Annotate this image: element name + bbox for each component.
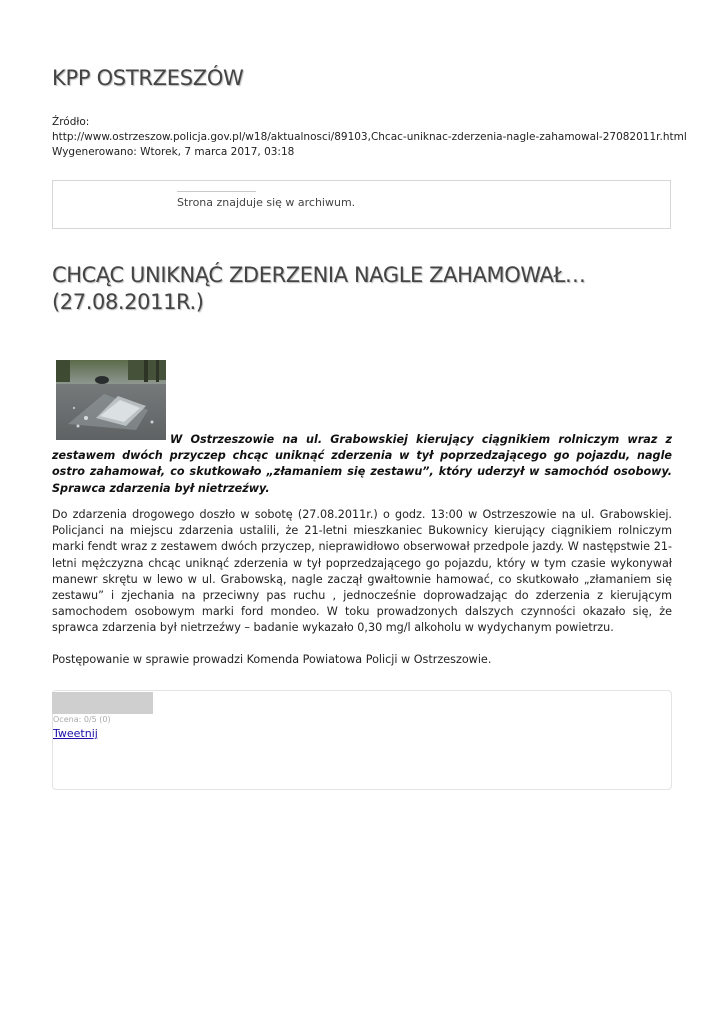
article-lead-text: W Ostrzeszowie na ul. Grabowskiej kierujący ciągnikiem rolniczym wraz z zestawem dwóch przyczep chcąc uniknąć zderzenia w tył poprzedzającego go pojazdu, nagle ostro zahamował, co skutkowało „złamaniem się zestawu”, który uderzył w samochód osobowy. Sprawca zdarzenia był nietrzeźwy.	[52, 433, 672, 495]
archive-divider	[177, 191, 256, 192]
rating-stars-bar[interactable]	[52, 692, 153, 714]
document-meta	[52, 115, 692, 160]
site-title: KPP OSTRZESZÓW	[52, 66, 244, 90]
article-title: CHCĄC UNIKNĄĆ ZDERZENIA NAGLE ZAHAMOWAŁ… (27.08.2011R.)	[52, 263, 586, 314]
tweet-link[interactable]: Tweetnij	[53, 727, 98, 740]
source-url: http://www.ostrzeszow.policja.gov.pl/w18/aktualnosci/89103,Chcac-uniknac-zderzenia-nagle-zahamowal-27082011r.html	[52, 131, 687, 143]
generated-date: Wygenerowano: Wtorek, 7 marca 2017, 03:18	[52, 146, 295, 158]
rating-label: Ocena: 0/5 (0)	[53, 715, 111, 724]
article-photo	[56, 360, 166, 440]
source-label: Źródło:	[52, 116, 90, 128]
archive-notice-box	[52, 180, 671, 229]
article-paragraph-2: Postępowanie w sprawie prowadzi Komenda Powiatowa Policji w Ostrzeszowie.	[52, 653, 492, 666]
archive-notice: Strona znajduje się w archiwum.	[177, 196, 356, 209]
article-paragraph-1: Do zdarzenia drogowego doszło w sobotę (27.08.2011r.) o godz. 13:00 w Ostrzeszowie na ul. Grabowskiej. Policjanci na miejscu zdarzenia ustalili, że 21-letni mieszkaniec Bukownicy kierujący ciągnikiem rolniczym marki fendt wraz z zestawem dwóch przyczep, nieprawidłowo obserwował przedpole jazdy. W następstwie 21-letni mężczyzna chcąc uniknąć zderzenia w tył poprzedzającego go pojazdu, który w tym czasie wykonywał manewr skrętu w lewo w ul. Grabowską, nagle zaczął gwałtownie hamować, co skutkowało „złamaniem się zestawu” i zjechania na przeciwny pas ruchu , jednocześnie doprowadzając do zderzenia z kierującym samochodem osobowym marki ford mondeo. W toku prowadzonych dalszych czynności okazało się, że sprawca zdarzenia był nietrzeźwy – badanie wykazało 0,30 mg/l alkoholu w wydychanym powietrzu.	[52, 508, 672, 635]
article-lead	[52, 432, 672, 497]
rating-box	[52, 690, 672, 790]
